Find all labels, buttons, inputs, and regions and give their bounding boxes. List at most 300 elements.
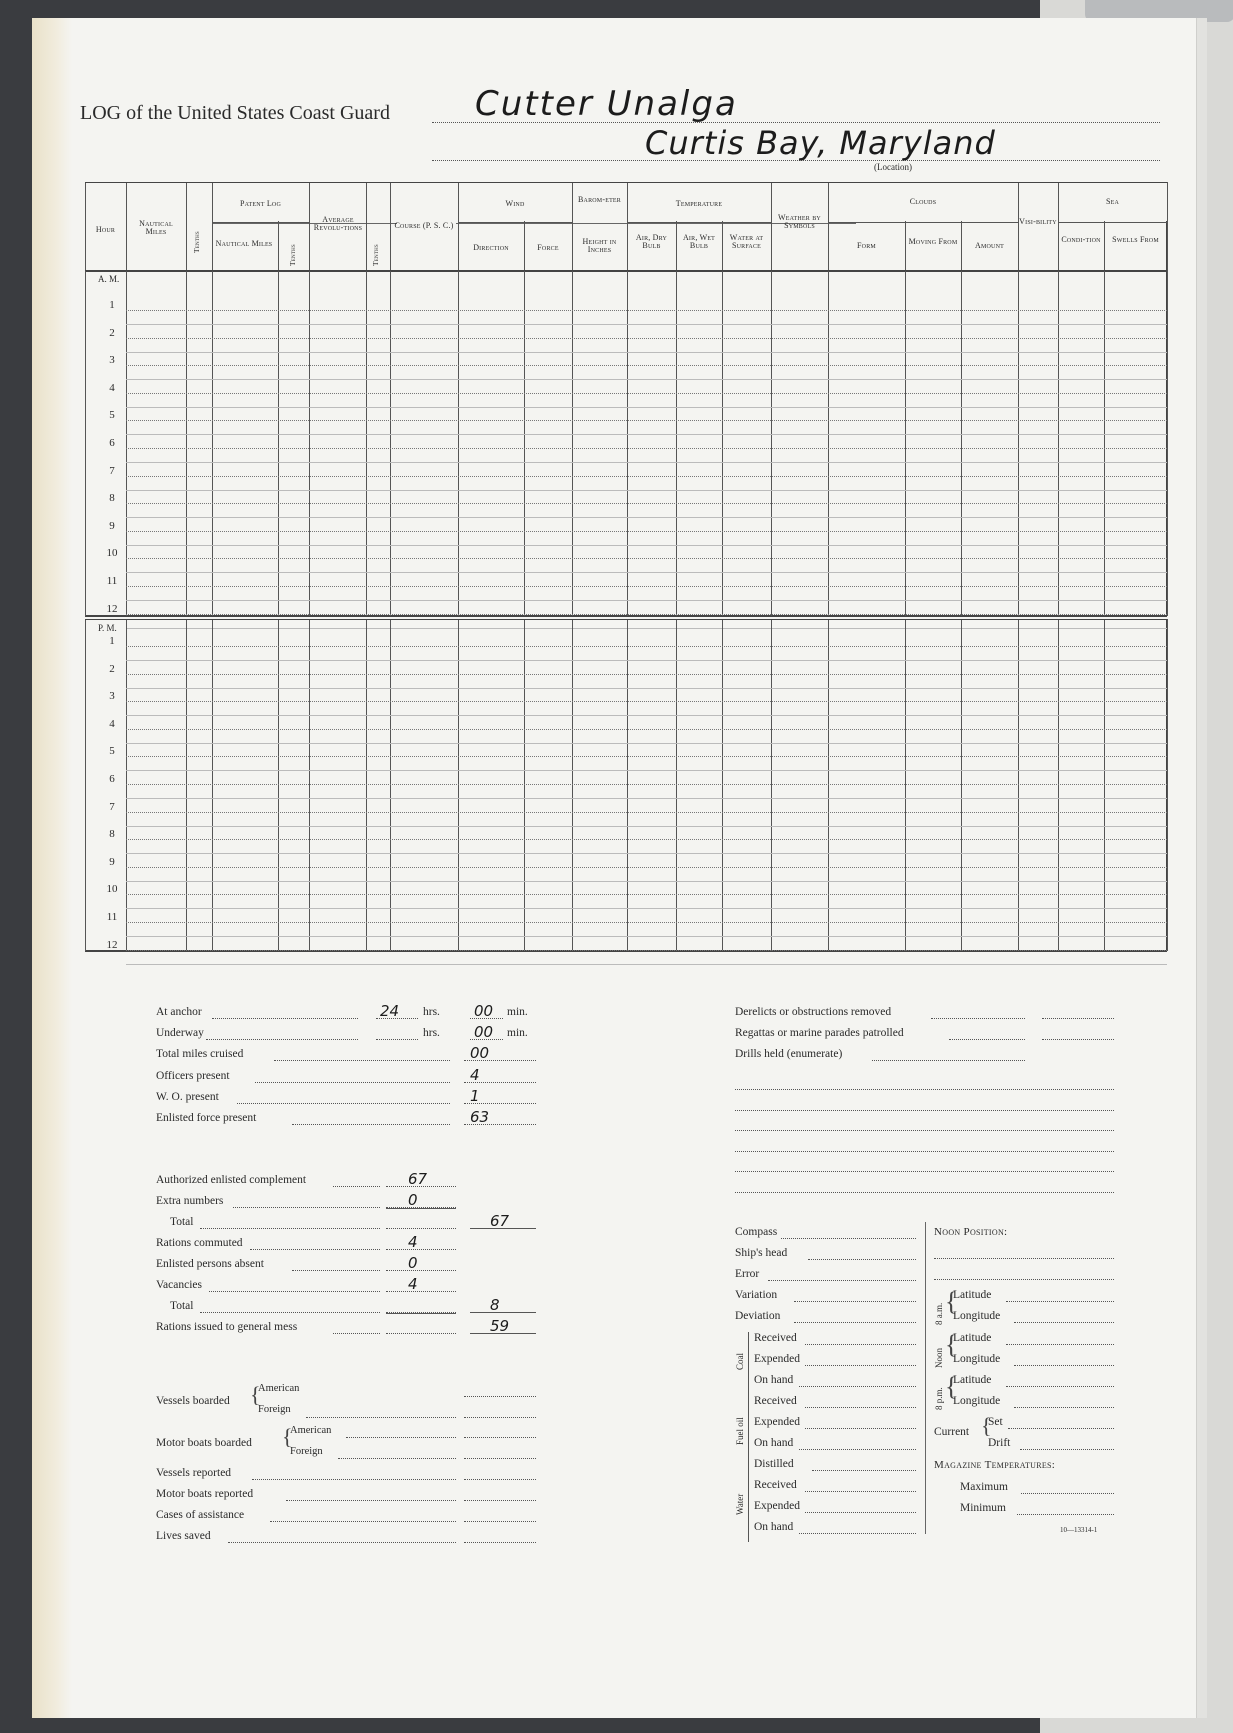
col-temperature: Temperature [675,199,723,208]
col-clouds: Clouds [909,197,937,206]
table-column-line [366,182,367,616]
coal-item-line [805,1365,916,1366]
am-hour-label: 7 [109,464,115,477]
fuel-bracket [748,1395,749,1458]
table-column-line [1104,182,1105,616]
pm-hour-label: 3 [109,690,115,703]
table-row-line [126,646,1167,647]
table-row-line [126,729,1167,730]
complement-leader [233,1207,380,1208]
pm-hour-label: 11 [106,911,118,923]
complement-leader [333,1186,380,1187]
summary-value: 4 [470,1065,480,1084]
col-amount: Amount [975,241,1004,250]
water-item-line [812,1470,916,1471]
brace: { [981,1413,992,1438]
table-row-line [126,867,1167,868]
table-column-line [309,619,310,951]
latitude-label: Latitude [953,1374,992,1386]
am-hour-label: 12 [106,602,118,615]
vessel-name: Cutter Unalga [475,84,738,124]
col-condition: Condi-tion [1061,235,1101,244]
fuel-group-label: Fuel oil [735,1417,745,1445]
table-row-line [126,434,1167,435]
pm-hour-label: 4 [109,717,115,730]
table-column-line [771,182,772,616]
minimum-label: Minimum [960,1502,1007,1514]
table-column-line [309,182,310,616]
table-column-line [366,619,367,951]
noon-line-2 [934,1279,1114,1280]
water-item-line [805,1512,916,1513]
vessels-foreign-answer [464,1417,536,1418]
col-avg-tenths: Tenths [371,244,380,266]
table-column-line [186,182,187,616]
lives-answer [464,1542,536,1543]
cases-answer [464,1521,536,1522]
table-column-line [905,182,906,616]
pm-hour-label: 6 [109,773,115,785]
motor-foreign-line [338,1458,456,1459]
table-row-line [126,922,1167,923]
brace: { [250,1382,261,1407]
vessels-foreign-label: Foreign [258,1404,291,1415]
col-patent-log: Patent Log [240,199,281,208]
maximum-line [1021,1493,1114,1494]
table-row-line [126,674,1167,675]
group-rule [1058,222,1167,223]
latitude-label: Latitude [953,1289,992,1301]
table-rule [85,616,1167,617]
complement-leader [333,1333,380,1334]
table-column-line [85,182,86,616]
summary-value: 63 [470,1108,490,1126]
col-air-dry: Air, Dry Bulb [635,233,668,251]
col-wind-direction: Direction [473,243,509,252]
table-rule [85,270,1167,271]
latitude-line [1006,1301,1114,1302]
table-rule [85,951,1167,952]
complement-label: Enlisted persons absent [156,1258,264,1270]
page-edge [32,18,72,1718]
col-wind-force: Force [537,243,559,252]
table-column-line [126,182,127,616]
complement-line [386,1291,456,1292]
table-row-line [126,743,1167,744]
water-item-label: Distilled [754,1458,794,1470]
activity-label: Regattas or marine parades patrolled [735,1027,904,1039]
activity-label: Derelicts or obstructions removed [735,1006,892,1018]
complement-leader [250,1249,380,1250]
table-column-line [1167,182,1168,616]
fuel-item-label: Received [754,1395,797,1407]
table-column-line [627,619,628,951]
drills-line [735,1089,1114,1090]
table-column-line [676,619,677,951]
coal-bracket [748,1332,749,1395]
form-number: 10—13314-1 [1060,1526,1098,1534]
drills-line [735,1151,1114,1152]
table-row-line [126,688,1167,689]
compass-line [781,1238,916,1239]
complement-leader [200,1312,381,1313]
current-set-line [1008,1428,1114,1429]
summary-leader [255,1082,450,1083]
compass-line [794,1322,916,1323]
am-hour-label: 6 [109,437,115,449]
drills-line [735,1110,1114,1111]
activity-line [872,1060,1025,1061]
current-drift-line [1020,1449,1114,1450]
vessels-reported-label: Vessels reported [156,1467,232,1479]
motor-american-label: American [290,1425,332,1436]
complement-leader [209,1291,380,1292]
table-row-line [126,517,1167,518]
table-column-line [1058,182,1059,616]
current-drift-label: Drift [988,1437,1011,1449]
water-item-line [805,1491,916,1492]
col-height: Height in Inches [582,237,617,255]
table-column-line [1058,619,1059,951]
magazine-title: Magazine Temperatures: [934,1459,1056,1471]
complement-line [386,1270,456,1271]
pm-hour-label: 12 [106,938,118,951]
complement-total-value: 59 [490,1317,510,1335]
compass-line [808,1259,916,1260]
table-column-line [212,619,213,951]
water-item-line [799,1533,916,1534]
vessels-american-label: American [258,1383,300,1394]
compass-line [768,1280,916,1281]
table-row-line [126,936,1167,937]
brace: { [945,1330,958,1359]
table-row-line [126,490,1167,491]
table-column-line [186,619,187,951]
vessels-reported-answer [464,1479,536,1480]
complement-label: Total [170,1216,194,1228]
summary-value: 00 [470,1044,490,1063]
water-group-label: Water [735,1493,745,1515]
summary-label: Underway [156,1027,204,1040]
latitude-line [1006,1386,1114,1387]
col-moving: Moving From [908,237,958,246]
table-row-line [126,476,1167,477]
am-hour-label: 8 [109,492,115,505]
coal-group-label: Coal [735,1353,745,1370]
longitude-line [1014,1322,1114,1323]
table-column-line [572,619,573,951]
fuel-item-line [799,1449,916,1450]
table-column-line [278,619,279,951]
col-form: Form [857,241,876,250]
table-row-line [126,839,1167,840]
longitude-label: Longitude [953,1310,1001,1322]
fuel-item-label: Expended [754,1416,800,1428]
water-item-label: Received [754,1479,797,1491]
col-visibility: Visi-bility [1019,217,1057,226]
drills-line [735,1130,1114,1131]
group-rule [212,222,309,223]
am-hour-label: 9 [109,519,115,532]
complement-value: 0 [408,1254,418,1272]
summary-label: Total miles cruised [156,1048,244,1061]
complement-label: Authorized enlisted complement [156,1174,307,1186]
lives-line [228,1542,456,1543]
vessels-foreign-line [306,1417,456,1418]
pm-hour-label: 7 [109,800,115,813]
col-nautical-miles: Nautical Miles [139,219,173,237]
table-row-line [126,531,1167,532]
table-row-line [126,586,1167,587]
compass-label: Compass [735,1226,778,1238]
group-rule [458,222,572,223]
am-hour-label: 5 [109,409,115,422]
summary-label: Enlisted force present [156,1112,257,1124]
table-column-line [771,619,772,951]
lives-label: Lives saved [156,1530,211,1542]
pm-hour-label: 1 [109,635,115,647]
noon-am-label: 8 a.m. [934,1302,944,1325]
table-row-line [126,558,1167,559]
location-name: Curtis Bay, Maryland [645,124,996,162]
group-rule [627,222,771,223]
min-unit: min. [507,1027,528,1040]
table-column-line [828,619,829,951]
table-column-line [1018,182,1019,616]
coal-item-label: Expended [754,1353,800,1365]
fuel-item-line [805,1407,916,1408]
pm-hour-label: 2 [109,662,115,675]
min-unit: min. [507,1006,528,1018]
table-row-line [126,462,1167,463]
complement-label: Rations issued to general mess [156,1321,298,1333]
complement-leader [292,1270,380,1271]
am-hour-label: 10 [106,547,118,560]
pm-log-table [85,619,1167,951]
table-row-line [126,715,1167,716]
activity-label: Drills held (enumerate) [735,1048,843,1060]
col-swells: Swells From [1112,235,1159,244]
table-row-line [126,352,1167,353]
table-column-line [85,619,86,951]
activity-line [931,1018,1025,1019]
col-course: Course (P. S. C.) [394,221,454,230]
table-row-line [126,324,1167,325]
table-row-line [126,908,1167,909]
noon-pm-label: 8 p.m. [934,1387,944,1410]
col-hour: Hour [95,225,116,234]
motor-foreign-label: Foreign [290,1446,323,1457]
complement-total-value: 8 [490,1296,500,1314]
coal-item-label: Received [754,1332,797,1344]
table-row-line [126,701,1167,702]
summary-leader [274,1060,450,1061]
table-row-line [126,420,1167,421]
complement-value: 4 [408,1275,418,1293]
hours-unit: hrs. [423,1006,440,1018]
minimum-line [1017,1514,1114,1515]
col-tenths: Tenths [192,231,201,253]
table-row-line [126,964,1167,965]
table-row-line [126,365,1167,366]
table-row-line [126,393,1167,394]
hours-unit: hrs. [423,1027,440,1040]
table-row-line [126,853,1167,854]
complement-line [386,1333,456,1334]
table-row-line [126,812,1167,813]
complement-line [386,1249,456,1250]
table-column-line [524,619,525,951]
am-hour-label: 1 [109,299,115,311]
summary-leader [292,1124,450,1125]
sum-rule [386,1208,456,1209]
motor-boats-boarded-label: Motor boats boarded [156,1437,252,1449]
activity-answer [1042,1039,1114,1040]
motor-foreign-answer [464,1458,536,1459]
table-row-line [126,756,1167,757]
location-caption: (Location) [874,162,912,172]
complement-total-line [470,1312,536,1313]
drills-line [735,1171,1114,1172]
motor-american-line [346,1437,456,1438]
table-column-line [390,182,391,616]
longitude-line [1014,1407,1114,1408]
page-spine [1196,18,1207,1718]
table-row-line [126,798,1167,799]
table-column-line [212,182,213,616]
table-row-line [126,448,1167,449]
table-row-line [126,310,1167,311]
pm-hour-label: 9 [109,855,115,868]
brace: { [945,1287,958,1316]
latitude-line [1006,1344,1114,1345]
table-row-line [126,572,1167,573]
table-row-line [126,826,1167,827]
compass-line [794,1301,916,1302]
fuel-item-line [805,1428,916,1429]
complement-label: Total [170,1300,194,1312]
compass-label: Ship's head [735,1247,788,1259]
motor-reported-answer [464,1500,536,1501]
complement-value: 67 [408,1170,428,1188]
longitude-label: Longitude [953,1353,1001,1365]
summary-value: 1 [470,1086,480,1105]
table-column-line [390,619,391,951]
col-water-surface: Water at Surface [729,233,764,251]
table-row-line [126,770,1167,771]
table-column-line [1018,619,1019,951]
summary-leader [206,1039,358,1040]
activity-line [949,1039,1025,1040]
complement-value: 0 [408,1191,418,1209]
vessels-boarded-label: Vessels boarded [156,1395,230,1407]
coal-item-label: On hand [754,1374,794,1386]
summary-label: Officers present [156,1069,230,1082]
col-wind: Wind [505,199,525,208]
table-row-line [126,784,1167,785]
table-row-line [126,338,1167,339]
table-row-line [126,503,1167,504]
col-weather: Weather by Symbols [778,213,821,231]
longitude-label: Longitude [953,1395,1001,1407]
water-item-label: Expended [754,1500,800,1512]
table-row-line [126,881,1167,882]
col-patent-tenths: Tenths [288,244,297,266]
am-hour-label: 2 [109,326,115,339]
compass-label: Error [735,1268,760,1280]
am-hour-label: 4 [109,381,115,394]
latitude-label: Latitude [953,1332,992,1344]
cases-line [270,1521,456,1522]
compass-label: Deviation [735,1310,781,1322]
cases-label: Cases of assistance [156,1509,245,1521]
compass-label: Variation [735,1289,778,1301]
complement-label: Vacancies [156,1279,202,1291]
pm-label: P. M. [98,623,117,633]
coal-item-line [799,1386,916,1387]
table-column-line [458,619,459,951]
water-bracket [748,1458,749,1542]
table-row-line [126,894,1167,895]
col-air-wet: Air, Wet Bulb [682,233,716,251]
log-title-label: LOG of the United States Coast Guard [80,102,390,124]
table-column-line [126,619,127,951]
col-avg-rev: Average Revolu-tions [313,215,363,233]
drills-line [735,1192,1114,1193]
summary-value: 00 [474,1023,494,1042]
noon-line-1 [934,1258,1114,1259]
table-row-line [126,600,1167,601]
table-row-line [126,660,1167,661]
pm-hour-label: 10 [106,883,118,896]
maximum-label: Maximum [960,1481,1008,1493]
table-column-line [905,619,906,951]
noon-noon-label: Noon [934,1348,944,1368]
summary-leader [212,1018,358,1019]
vessels-american-answer [464,1396,536,1397]
summary-value: 00 [474,1002,494,1020]
table-row-line [126,614,1167,615]
motor-reported-label: Motor boats reported [156,1488,254,1500]
activity-answer [1042,1018,1114,1019]
table-column-line [1104,619,1105,951]
water-item-label: On hand [754,1521,794,1533]
hours-value: 24 [380,1002,400,1020]
table-row-line [126,379,1167,380]
group-rule [828,222,1018,223]
complement-leader [200,1228,381,1229]
summary-label: W. O. present [156,1090,219,1103]
table-column-line [722,619,723,951]
current-set-label: Set [988,1416,1003,1428]
table-row-line [126,407,1167,408]
coal-item-line [805,1344,916,1345]
complement-line [386,1228,456,1229]
sum-rule [386,1313,456,1314]
motor-reported-line [286,1500,456,1501]
complement-label: Rations commuted [156,1237,243,1249]
pm-hour-label: 5 [109,745,115,758]
fuel-item-label: On hand [754,1437,794,1449]
col-patent-nautical: Nautical Miles [215,239,273,248]
noon-position-title: Noon Position: [934,1226,1008,1238]
vessels-reported-line [252,1479,456,1480]
am-hour-label: 11 [106,575,118,587]
summary-label: At anchor [156,1006,202,1018]
table-rule [85,619,1167,620]
am-hour-label: 3 [109,354,115,367]
complement-value: 4 [408,1233,418,1251]
